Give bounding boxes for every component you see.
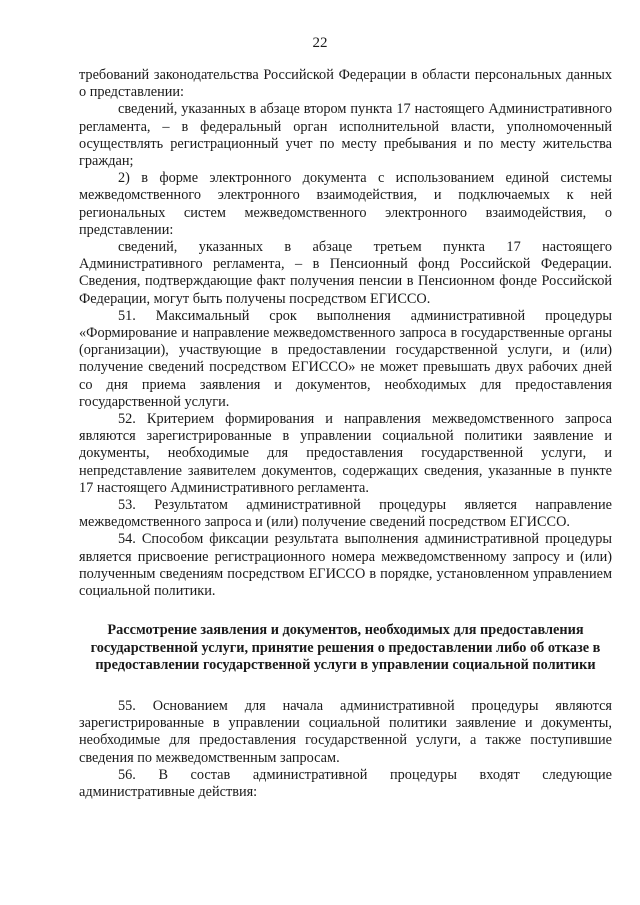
paragraph: сведений, указанных в абзаце втором пункта 17 настоящего Административного регламента, – в федеральный орган исполнительной власти, уполномоченный осуществлять регистрационный учет по месту пребывания и по месту жительства граждан;	[79, 101, 612, 170]
paragraph: сведений, указанных в абзаце третьем пункта 17 настоящего Административного регламента, – в Пенсионный фонд Российской Федерации. Сведения, подтверждающие факт получения пенсии в Пенсионном фонде Российской Федерации, могут быть получены посредством ЕГИССО.	[79, 239, 612, 307]
paragraph: 2) в форме электронного документа с использованием единой системы межведомственного электронного взаимодействия, и подключаемых к ней региональных систем межведомственного электронного взаимодействия, о представлении:	[79, 170, 612, 238]
paragraph: 56. В состав административной процедуры входят следующие административные действия:	[79, 766, 612, 800]
paragraph: 51. Максимальный срок выполнения административной процедуры «Формирование и направление межведомственного запроса в государственные органы (организации), участвующие в предоставлении государственной услуги, и (или) получение сведений посредством ЕГИССО» не может превышать двух рабочих дней со дня приема заявления и документов, необходимых для предоставления государственной услуги.	[79, 307, 612, 410]
paragraph: требований законодательства Российской Федерации в области персональных данных о представлении:	[79, 67, 612, 101]
paragraphs-after-heading	[79, 698, 612, 801]
paragraph: 53. Результатом административной процедуры является направление межведомственного запроса и (или) получение сведений посредством ЕГИССО.	[79, 497, 612, 531]
paragraph: 54. Способом фиксации результата выполнения административной процедуры является присвоение регистрационного номера межведомственному запросу и (или) полученным сведениям посредством ЕГИССО в порядке, установленном управлением социальной политики.	[79, 531, 612, 600]
document-body	[79, 67, 612, 801]
paragraphs-before-heading	[79, 67, 612, 600]
page-number: 22	[312, 35, 328, 51]
paragraph: 52. Критерием формирования и направления межведомственного запроса являются зарегистрированные в управлении социальной политики заявление и документы, необходимые для предоставления государственной услуги, и непредставление заявителем документов, содержащих сведения, указанные в пункте 17 настоящего Административного регламента.	[79, 411, 612, 496]
paragraph: 55. Основанием для начала административной процедуры являются зарегистрированные в управлении социальной политики заявление и документы, необходимые для предоставления государственной услуги, а также поступившие сведения по межведомственным запросам.	[79, 697, 612, 766]
section-heading: Рассмотрение заявления и документов, необходимых для предоставления государственной услуги, принятие решения о предоставлении либо об отказе в предоставлении государственной услуги в управлении социальной политики	[90, 622, 601, 673]
